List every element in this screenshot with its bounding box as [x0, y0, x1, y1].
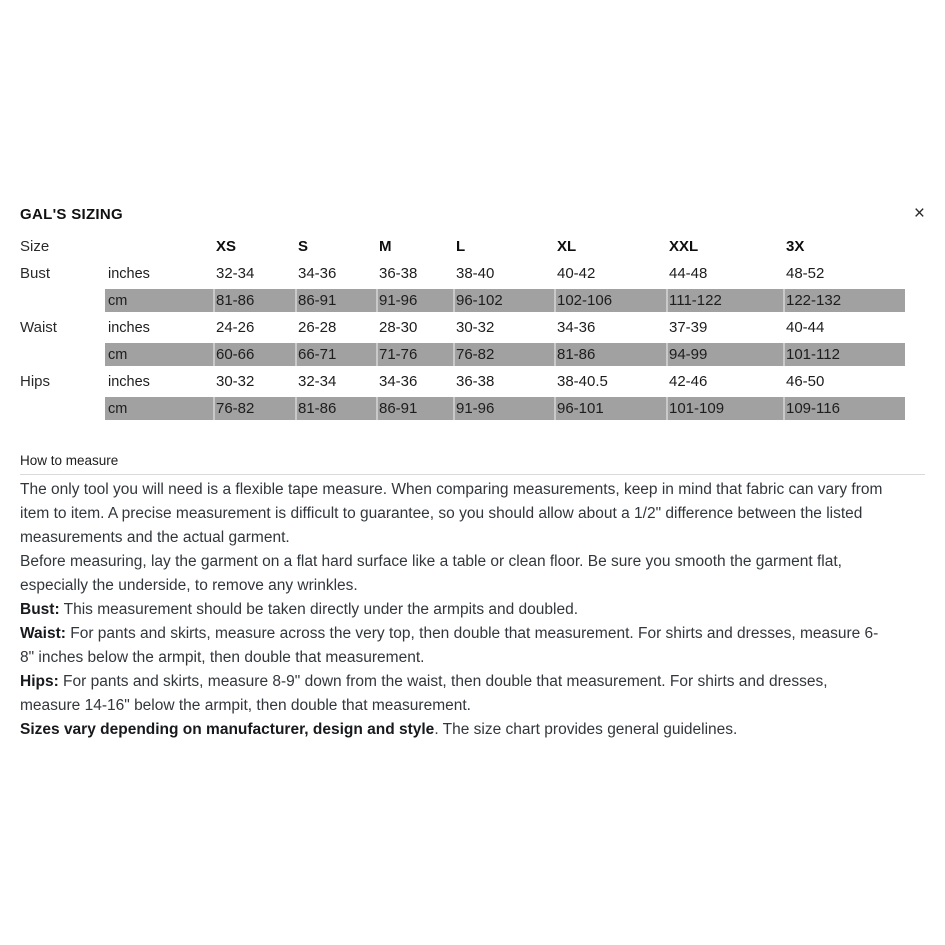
text-segment: This measurement should be taken directly under the armpits and doubled. — [59, 601, 579, 618]
how-to-measure-text — [20, 478, 927, 742]
how-to-measure-heading: How to measure — [20, 453, 925, 475]
text-segment: measurements and the actual garment. — [20, 529, 290, 546]
size-corner-label: Size — [20, 238, 50, 255]
size-value: 48-52 — [786, 265, 825, 282]
column-header: S — [298, 238, 309, 255]
size-value: 122-132 — [783, 289, 905, 312]
size-value: 102-106 — [554, 289, 666, 312]
size-value: 34-36 — [557, 319, 596, 336]
unit-label: inches — [108, 319, 150, 336]
text-segment: measure 14-16" below the armpit, then double that measurement. — [20, 697, 471, 714]
size-value: 81-86 — [213, 289, 295, 312]
column-header: XS — [216, 238, 237, 255]
size-value: 30-32 — [216, 373, 255, 390]
size-value: 44-48 — [669, 265, 708, 282]
size-value: 40-42 — [557, 265, 596, 282]
text-segment: Waist: — [20, 625, 66, 642]
size-value: 76-82 — [213, 397, 295, 420]
size-value: 40-44 — [786, 319, 825, 336]
text-segment: For pants and skirts, measure across the very top, then double that measurement. For shirts and dresses, measure 6- — [65, 625, 879, 642]
size-table-body — [20, 260, 905, 420]
size-value: 71-76 — [376, 343, 453, 366]
unit-label: cm — [105, 343, 213, 366]
text-segment: Hips: — [20, 673, 59, 690]
size-value: 36-38 — [456, 373, 495, 390]
size-value: 111-122 — [666, 289, 783, 312]
text-segment: The only tool you will need is a flexible tape measure. When comparing measurements, keep in mind that fabric can vary from — [20, 481, 883, 498]
text-segment: For pants and skirts, measure 8-9" down from the waist, then double that measurement. For shirts and dresses, — [58, 673, 828, 690]
table-row — [20, 260, 905, 287]
size-value: 109-116 — [783, 397, 905, 420]
text-line — [20, 718, 927, 742]
table-row — [20, 314, 905, 341]
text-segment: 8" inches below the armpit, then double that measurement. — [20, 649, 425, 666]
row-label — [20, 397, 105, 420]
text-line — [20, 598, 927, 622]
unit-label: inches — [108, 373, 150, 390]
size-value: 96-101 — [554, 397, 666, 420]
size-value: 86-91 — [295, 289, 376, 312]
text-line — [20, 502, 927, 526]
size-value: 91-96 — [376, 289, 453, 312]
row-label: Hips — [20, 373, 51, 390]
size-value: 81-86 — [295, 397, 376, 420]
size-value: 24-26 — [216, 319, 255, 336]
size-value: 46-50 — [786, 373, 825, 390]
modal-header — [20, 205, 925, 225]
size-value: 36-38 — [379, 265, 418, 282]
column-header: 3X — [786, 238, 805, 255]
text-line — [20, 574, 927, 598]
row-label — [20, 289, 105, 312]
size-value: 66-71 — [295, 343, 376, 366]
text-line — [20, 550, 927, 574]
size-value: 37-39 — [669, 319, 708, 336]
unit-label: cm — [105, 289, 213, 312]
size-value: 76-82 — [453, 343, 554, 366]
text-segment: Bust: — [20, 601, 60, 618]
text-line — [20, 646, 927, 670]
text-segment: item to item. A precise measurement is difficult to guarantee, so you should allow about a 1/2" difference between the listed — [20, 505, 863, 522]
text-segment: . The size chart provides general guidelines. — [434, 721, 738, 738]
size-value: 60-66 — [213, 343, 295, 366]
table-row — [20, 397, 905, 420]
unit-label: inches — [108, 265, 150, 282]
size-value: 26-28 — [298, 319, 337, 336]
unit-label: cm — [105, 397, 213, 420]
size-value: 34-36 — [298, 265, 337, 282]
size-table-header-row — [20, 233, 905, 260]
size-value: 96-102 — [453, 289, 554, 312]
size-value: 86-91 — [376, 397, 453, 420]
close-icon[interactable]: × — [913, 203, 925, 224]
table-row — [20, 289, 905, 312]
column-header: XXL — [669, 238, 699, 255]
text-line — [20, 478, 927, 502]
size-value: 38-40 — [456, 265, 495, 282]
row-label: Waist — [20, 319, 57, 336]
size-chart-table — [20, 233, 905, 422]
page-title: GAL'S SIZING — [20, 206, 124, 223]
size-value: 32-34 — [298, 373, 337, 390]
column-header: M — [379, 238, 392, 255]
text-line — [20, 526, 927, 550]
size-value: 38-40.5 — [557, 373, 608, 390]
size-value: 81-86 — [554, 343, 666, 366]
row-label: Bust — [20, 265, 51, 282]
text-segment: especially the underside, to remove any wrinkles. — [20, 577, 358, 594]
size-value: 101-109 — [666, 397, 783, 420]
size-value: 30-32 — [456, 319, 495, 336]
text-segment: Sizes vary depending on manufacturer, design and style — [20, 721, 435, 738]
text-segment: Before measuring, lay the garment on a flat hard surface like a table or clean floor. Be sure you smooth the garment flat, — [20, 553, 842, 570]
table-row — [20, 368, 905, 395]
size-value: 101-112 — [783, 343, 905, 366]
size-value: 34-36 — [379, 373, 418, 390]
text-line — [20, 622, 927, 646]
row-label — [20, 343, 105, 366]
size-value: 94-99 — [666, 343, 783, 366]
table-row — [20, 343, 905, 366]
size-value: 91-96 — [453, 397, 554, 420]
column-header: L — [456, 238, 466, 255]
size-value: 32-34 — [216, 265, 255, 282]
text-line — [20, 670, 927, 694]
text-line — [20, 694, 927, 718]
size-value: 28-30 — [379, 319, 418, 336]
size-value: 42-46 — [669, 373, 708, 390]
column-header: XL — [557, 238, 577, 255]
unit-header-spacer — [105, 233, 213, 260]
